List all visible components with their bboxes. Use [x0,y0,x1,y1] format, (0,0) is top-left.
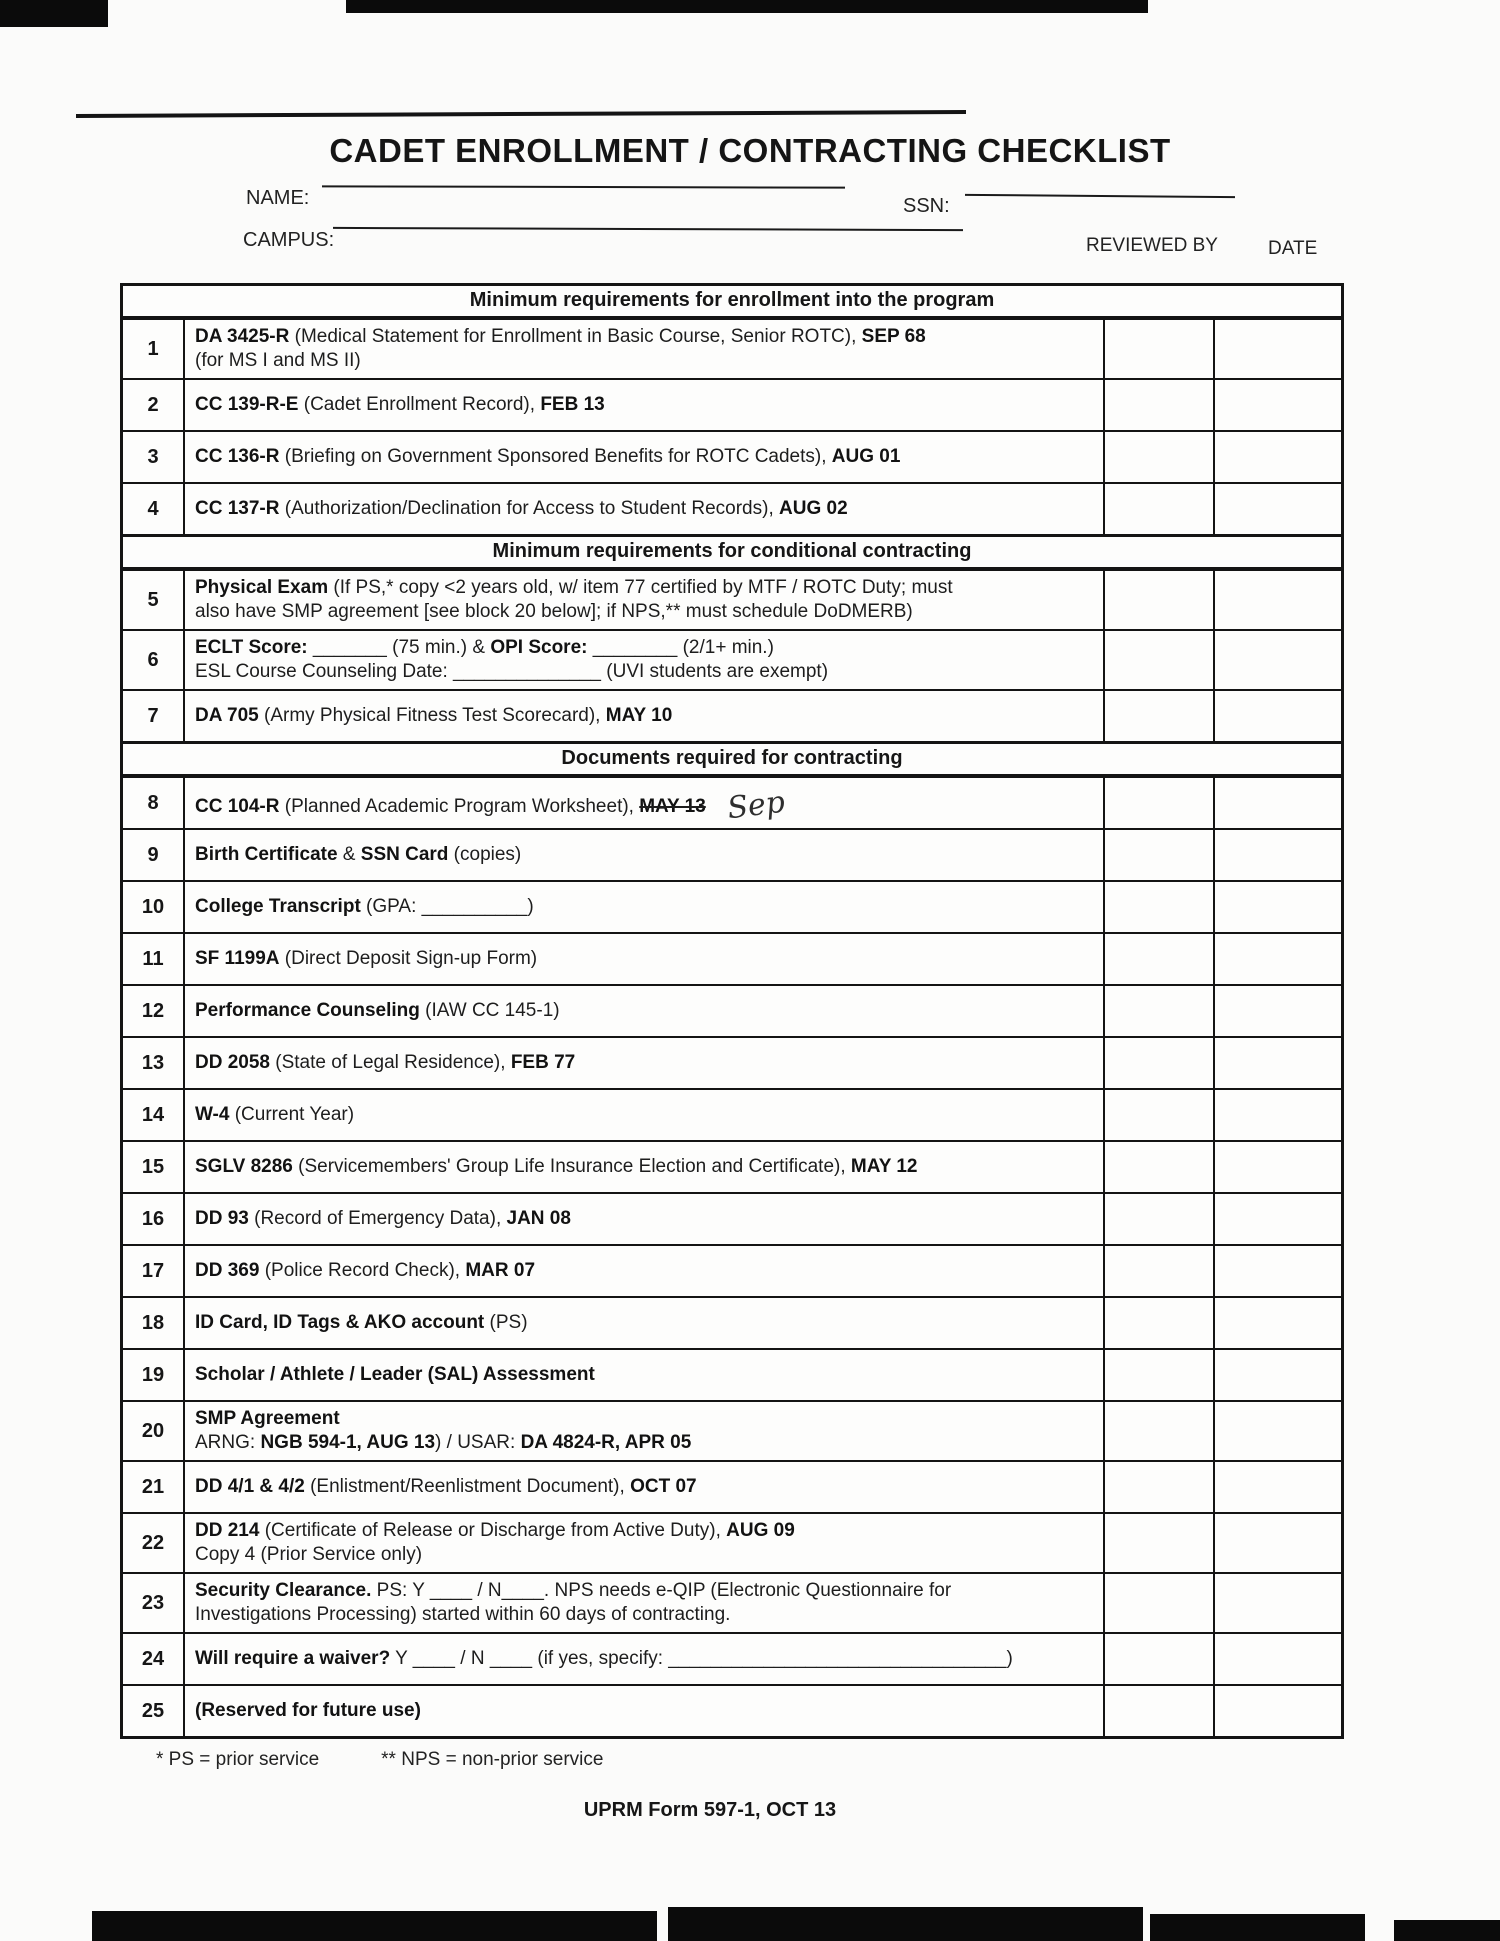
check-cell-1 [1103,432,1213,482]
row-description: DD 2058 (State of Legal Residence), FEB 77 [195,1052,576,1074]
row-description: ECLT Score: _______ (75 min.) & OPI Score: ________ (2/1+ min.) ESL Course Counseling Date: ______________ (UVI students are exempt) [195,637,829,682]
row-description: College Transcript (GPA: __________) [195,896,534,918]
check-cell-1 [1103,1402,1213,1460]
check-cell-2 [1213,1514,1341,1572]
row-description: CC 136-R (Briefing on Government Sponsored Benefits for ROTC Cadets), AUG 01 [195,446,901,468]
check-cell-2 [1213,432,1341,482]
table-row [123,1460,1341,1512]
table-row [123,776,1341,828]
table-row [123,430,1341,482]
table-row [123,378,1341,430]
row-description: W-4 (Current Year) [195,1104,355,1126]
table-row [123,1088,1341,1140]
row-number: 23 [123,1574,185,1632]
row-number: 11 [123,934,185,984]
row-number: 16 [123,1194,185,1244]
check-cell-2 [1213,380,1341,430]
row-description: SF 1199A (Direct Deposit Sign-up Form) [195,948,538,970]
row-description: DA 3425-R (Medical Statement for Enrollment in Basic Course, Senior ROTC), SEP 68 (for MS I and MS II) [195,326,926,371]
row-number: 24 [123,1634,185,1684]
checklist-table [120,283,1344,1739]
check-cell-1 [1103,830,1213,880]
table-row [123,1140,1341,1192]
scan-artifact-bottom-4 [1394,1920,1500,1941]
table-row [123,1296,1341,1348]
row-number: 3 [123,432,185,482]
table-row [123,1400,1341,1460]
row-description: DD 93 (Record of Emergency Data), JAN 08 [195,1208,571,1230]
check-cell-1 [1103,484,1213,534]
section-header: Documents required for contracting [123,741,1341,776]
check-cell-2 [1213,1686,1341,1736]
row-number: 21 [123,1462,185,1512]
check-cell-1 [1103,1142,1213,1192]
footnote-prior-service: * PS = prior service [156,1749,320,1770]
table-row [123,482,1341,534]
check-cell-1 [1103,1686,1213,1736]
check-cell-1 [1103,1246,1213,1296]
check-cell-1 [1103,1298,1213,1348]
table-row [123,318,1341,378]
row-description: ID Card, ID Tags & AKO account (PS) [195,1312,528,1334]
check-cell-2 [1213,1194,1341,1244]
row-number: 9 [123,830,185,880]
row-description: CC 104-R (Planned Academic Program Worksheet), MAY 13 Sep [195,785,787,827]
table-row [123,984,1341,1036]
handwritten-annotation: Sep [725,785,787,827]
row-number: 2 [123,380,185,430]
check-cell-2 [1213,986,1341,1036]
check-cell-1 [1103,631,1213,689]
check-cell-1 [1103,320,1213,378]
scan-artifact-bottom-3 [1150,1914,1365,1941]
table-row [123,880,1341,932]
check-cell-2 [1213,571,1341,629]
row-number: 5 [123,571,185,629]
row-description: DD 369 (Police Record Check), MAR 07 [195,1260,536,1282]
row-description: Physical Exam (If PS,* copy <2 years old, w/ item 77 certified by MTF / ROTC Duty; must also have SMP agreement [see block 20 below]; if NPS,** must schedule DoDMERB) [195,577,953,622]
row-number: 4 [123,484,185,534]
row-description: DD 214 (Certificate of Release or Discharge from Active Duty), AUG 09 Copy 4 (Prior Service only) [195,1520,795,1565]
row-description: SGLV 8286 (Servicemembers' Group Life Insurance Election and Certificate), MAY 12 [195,1156,918,1178]
check-cell-2 [1213,1462,1341,1512]
row-number: 20 [123,1402,185,1460]
row-description: Security Clearance. PS: Y ____ / N____. NPS needs e-QIP (Electronic Questionnaire for Investigations Processing) started within 60 days of contracting. [195,1580,952,1625]
check-cell-2 [1213,778,1341,828]
section-header: Minimum requirements for enrollment into the program [123,286,1341,318]
table-row [123,932,1341,984]
check-cell-1 [1103,1462,1213,1512]
row-description: Will require a waiver? Y ____ / N ____ (if yes, specify: ________________________________) [195,1648,1013,1670]
reviewed-by-label: REVIEWED BY [1086,235,1218,256]
row-description: Birth Certificate & SSN Card (copies) [195,844,522,866]
check-cell-2 [1213,1402,1341,1460]
row-description: CC 139-R-E (Cadet Enrollment Record), FEB 13 [195,394,605,416]
row-number: 18 [123,1298,185,1348]
ssn-label: SSN: [903,195,950,217]
check-cell-1 [1103,1194,1213,1244]
check-cell-1 [1103,1038,1213,1088]
table-row [123,1512,1341,1572]
row-description: CC 137-R (Authorization/Declination for Access to Student Records), AUG 02 [195,498,848,520]
check-cell-1 [1103,1350,1213,1400]
row-description: SMP Agreement ARNG: NGB 594-1, AUG 13) / USAR: DA 4824-R, APR 05 [195,1408,692,1453]
row-number: 22 [123,1514,185,1572]
ssn-underline [965,194,1235,198]
table-row [123,1572,1341,1632]
table-row [123,1192,1341,1244]
row-number: 8 [123,778,185,828]
row-number: 10 [123,882,185,932]
check-cell-2 [1213,1574,1341,1632]
row-description: DD 4/1 & 4/2 (Enlistment/Reenlistment Document), OCT 07 [195,1476,697,1498]
check-cell-1 [1103,1514,1213,1572]
check-cell-1 [1103,882,1213,932]
check-cell-2 [1213,1634,1341,1684]
check-cell-2 [1213,484,1341,534]
name-underline [322,185,845,188]
check-cell-1 [1103,691,1213,741]
table-row [123,629,1341,689]
check-cell-2 [1213,934,1341,984]
row-number: 14 [123,1090,185,1140]
page-title: CADET ENROLLMENT / CONTRACTING CHECKLIST [329,132,1171,169]
footnote [156,1749,1500,1771]
row-number: 12 [123,986,185,1036]
row-number: 7 [123,691,185,741]
check-cell-1 [1103,778,1213,828]
check-cell-1 [1103,934,1213,984]
check-cell-1 [1103,986,1213,1036]
check-cell-2 [1213,830,1341,880]
footnote-non-prior-service: ** NPS = non-prior service [381,1749,604,1770]
row-number: 13 [123,1038,185,1088]
table-row [123,569,1341,629]
check-cell-2 [1213,1038,1341,1088]
form-header [0,0,1500,283]
row-number: 19 [123,1350,185,1400]
scan-artifact-bottom-2 [668,1907,1143,1941]
row-number: 15 [123,1142,185,1192]
check-cell-1 [1103,1574,1213,1632]
check-cell-1 [1103,380,1213,430]
check-cell-2 [1213,320,1341,378]
table-row [123,828,1341,880]
row-description: Scholar / Athlete / Leader (SAL) Assessment [195,1364,595,1386]
campus-underline [333,227,963,231]
table-row [123,1348,1341,1400]
table-row [123,689,1341,741]
table-row [123,1684,1341,1736]
check-cell-2 [1213,1298,1341,1348]
check-cell-2 [1213,691,1341,741]
row-number: 25 [123,1686,185,1736]
check-cell-2 [1213,1090,1341,1140]
date-label: DATE [1268,238,1318,259]
row-description: Performance Counseling (IAW CC 145-1) [195,1000,560,1022]
header-rule [76,110,966,118]
check-cell-2 [1213,1246,1341,1296]
row-description: (Reserved for future use) [195,1700,421,1722]
table-row [123,1632,1341,1684]
campus-label: CAMPUS: [243,229,335,251]
table-row [123,1244,1341,1296]
check-cell-1 [1103,571,1213,629]
check-cell-2 [1213,1350,1341,1400]
scan-artifact-bottom-1 [92,1911,657,1941]
check-cell-1 [1103,1634,1213,1684]
check-cell-1 [1103,1090,1213,1140]
check-cell-2 [1213,631,1341,689]
section-header: Minimum requirements for conditional contracting [123,534,1341,569]
name-label: NAME: [246,187,310,209]
row-number: 6 [123,631,185,689]
table-row [123,1036,1341,1088]
form-id: UPRM Form 597-1, OCT 13 [583,1799,837,1821]
check-cell-2 [1213,1142,1341,1192]
row-number: 17 [123,1246,185,1296]
check-cell-2 [1213,882,1341,932]
row-number: 1 [123,320,185,378]
row-description: DA 705 (Army Physical Fitness Test Scorecard), MAY 10 [195,705,673,727]
